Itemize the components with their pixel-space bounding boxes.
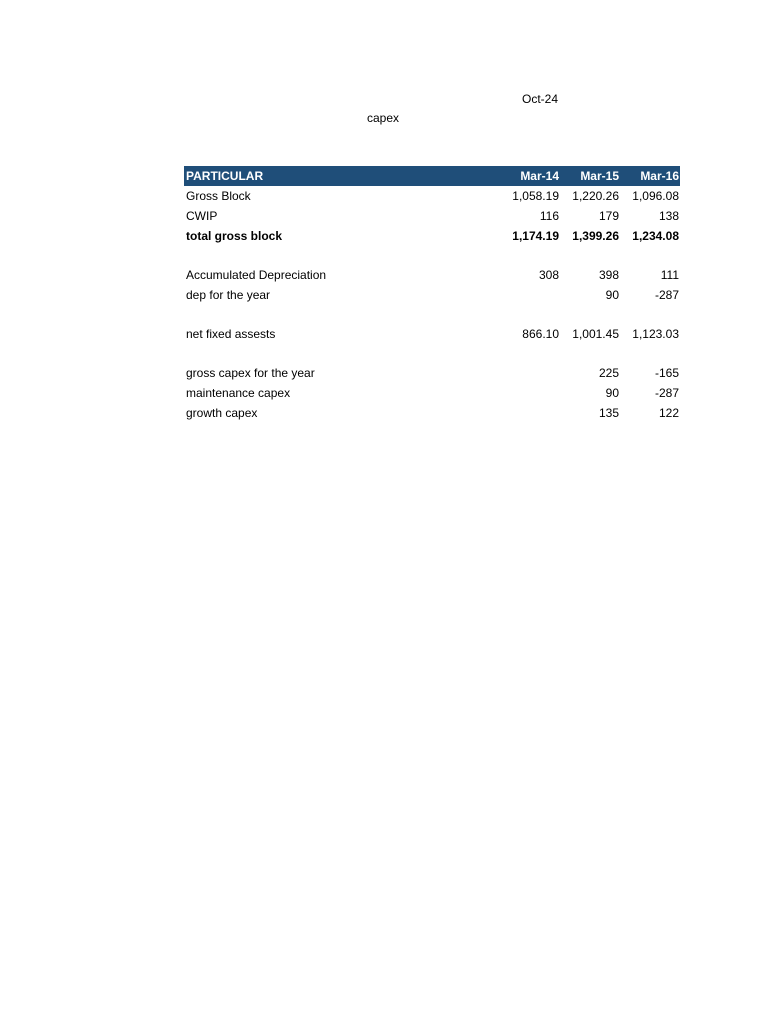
cell-value: 866.10 bbox=[522, 327, 559, 341]
table-row-gross-capex bbox=[184, 363, 680, 383]
cell-value: 308 bbox=[538, 268, 559, 282]
table-row-cwip bbox=[184, 206, 680, 226]
cell-value: 1,220.26 bbox=[572, 189, 619, 203]
row-label: maintenance capex bbox=[186, 386, 291, 400]
cell-value: 1,123.03 bbox=[632, 327, 679, 341]
table-row-total-gross-block bbox=[184, 226, 680, 246]
cell-value bbox=[500, 363, 560, 383]
table-header bbox=[184, 166, 680, 186]
cell-value: -287 bbox=[654, 386, 679, 400]
cell-value: 122 bbox=[658, 406, 679, 420]
cell-value: 116 bbox=[539, 209, 559, 223]
spacer-row bbox=[184, 246, 680, 265]
column-header-mar-15: Mar-15 bbox=[580, 169, 619, 183]
cell-value: 1,096.08 bbox=[632, 189, 679, 203]
report-date: Oct-24 bbox=[521, 92, 558, 106]
cell-value bbox=[500, 383, 560, 403]
row-label: gross capex for the year bbox=[186, 366, 315, 380]
column-header-mar-14: Mar-14 bbox=[520, 169, 559, 183]
cell-value: 1,234.08 bbox=[632, 229, 679, 243]
table-row-accumulated-depreciation bbox=[184, 265, 680, 285]
cell-value: -165 bbox=[654, 366, 679, 380]
cell-value: 111 bbox=[660, 268, 679, 282]
cell-value: 138 bbox=[658, 209, 679, 223]
cell-value: 225 bbox=[598, 366, 619, 380]
capex-table bbox=[184, 166, 680, 423]
cell-value: 1,174.19 bbox=[512, 229, 559, 243]
cell-value: 1,399.26 bbox=[572, 229, 619, 243]
table-row-dep-for-the-year bbox=[184, 285, 680, 305]
cell-value: 1,001.45 bbox=[572, 327, 619, 341]
table-row-gross-block bbox=[184, 186, 680, 206]
row-label: Gross Block bbox=[186, 189, 251, 203]
cell-value bbox=[500, 285, 560, 305]
row-label: total gross block bbox=[186, 229, 283, 243]
spacer-row bbox=[184, 344, 680, 363]
cell-value: 90 bbox=[605, 288, 619, 302]
cell-value: 90 bbox=[605, 386, 619, 400]
row-label: net fixed assests bbox=[186, 327, 276, 341]
cell-value: 135 bbox=[598, 406, 619, 420]
row-label: Accumulated Depreciation bbox=[186, 268, 327, 282]
cell-value: -287 bbox=[654, 288, 679, 302]
row-label: growth capex bbox=[186, 406, 258, 420]
column-header-particular: PARTICULAR bbox=[186, 169, 264, 183]
row-label: CWIP bbox=[186, 209, 218, 223]
column-header-mar-16: Mar-16 bbox=[640, 169, 679, 183]
cell-value bbox=[500, 403, 560, 423]
table-row-net-fixed-assets bbox=[184, 324, 680, 344]
cell-value: 1,058.19 bbox=[512, 189, 559, 203]
cell-value: 179 bbox=[598, 209, 619, 223]
table-row-growth-capex bbox=[184, 403, 680, 423]
table-row-maintenance-capex bbox=[184, 383, 680, 403]
sheet-title: capex bbox=[367, 111, 400, 125]
spacer-row bbox=[184, 305, 680, 324]
cell-value: 398 bbox=[598, 268, 619, 282]
row-label: dep for the year bbox=[186, 288, 271, 302]
